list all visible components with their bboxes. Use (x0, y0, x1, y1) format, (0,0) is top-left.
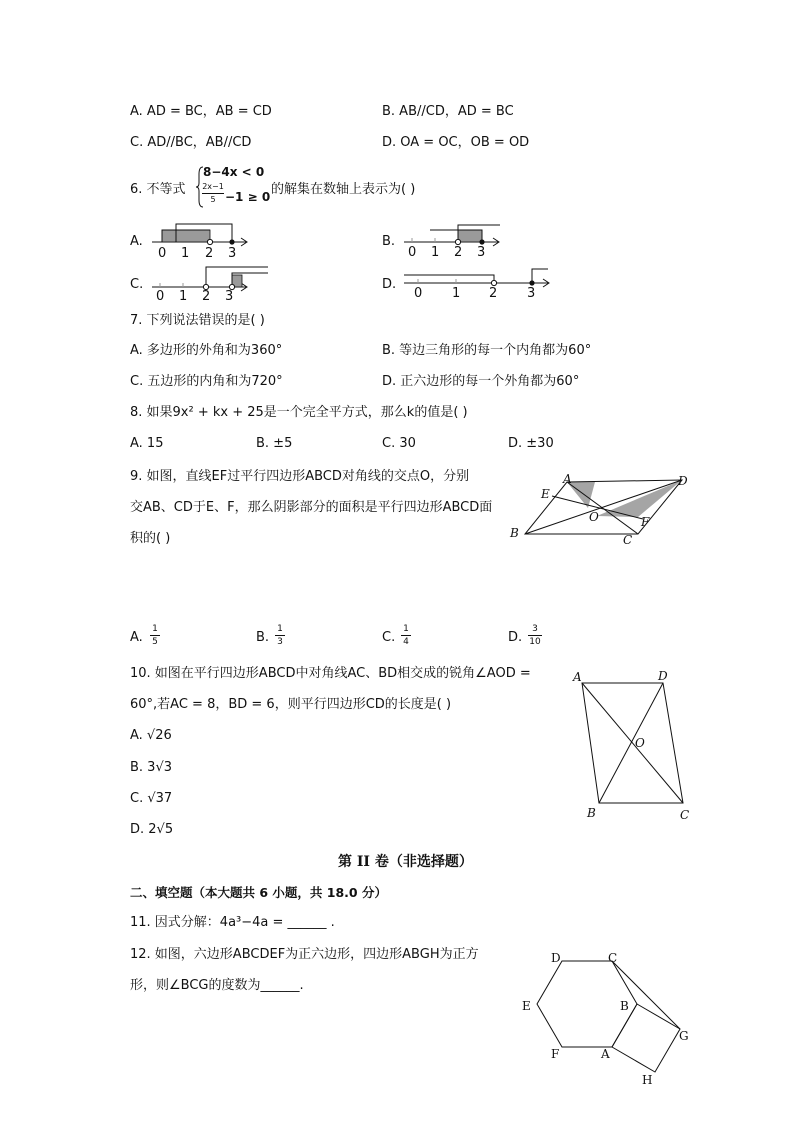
q9-label-d: D (678, 474, 688, 488)
q9-d-numerator: 3 (532, 624, 538, 634)
q6-label-d: D. (382, 277, 397, 292)
q6-d-tick-3: 3 (527, 286, 536, 301)
q6-prefix: 6. 不等式 (130, 182, 186, 197)
q6-label-c: C. (130, 277, 144, 292)
q6-a-tick-3: 3 (228, 246, 237, 261)
q6-b-tick-0: 0 (408, 245, 417, 260)
q9-a-bar (150, 635, 160, 636)
q9-a-denominator: 5 (152, 637, 158, 647)
q9-b-denominator: 3 (277, 637, 283, 647)
q6-d-tick-1: 1 (452, 286, 461, 301)
q7-stem: 7. 下列说法错误的是( ) (130, 313, 265, 328)
q9-c-denominator: 4 (403, 637, 409, 647)
q10-option-a: A. √26 (130, 728, 172, 743)
q12-label-b: B (620, 999, 629, 1013)
q9-parallelogram-figure (505, 468, 695, 548)
q9-stem-line-3: 积的( ) (130, 531, 171, 546)
q9-label-e: E (541, 487, 550, 501)
q9-d-denominator: 10 (529, 637, 541, 647)
q9-d-bar (528, 635, 542, 636)
q12-stem-line-1: 12. 如图，六边形ABCDEF为正六边形，四边形ABGH为正方 (130, 947, 479, 962)
q6-frac-numerator: 2x−1 (202, 182, 224, 191)
q10-label-o: O (635, 736, 645, 750)
q6-c-tick-0: 0 (156, 289, 165, 304)
q6-c-tick-1: 1 (179, 289, 188, 304)
q6-d-tick-2: 2 (489, 286, 498, 301)
q6-suffix: 的解集在数轴上表示为( ) (271, 182, 416, 197)
q12-label-f: F (551, 1047, 560, 1061)
q9-c-numerator: 1 (403, 624, 409, 634)
q6-c-tick-3: 3 (225, 289, 234, 304)
q7-option-b: B. 等边三角形的每一个内角都为60° (382, 343, 592, 358)
q8-option-c: C. 30 (382, 436, 416, 451)
q12-label-a: A (601, 1047, 610, 1061)
q10-stem-line-2: 60°,若AC = 8，BD = 6，则平行四边形CD的长度是( ) (130, 697, 452, 712)
q6-a-tick-0: 0 (158, 246, 167, 261)
q6-inequality-1: 8−4x < 0 (203, 165, 265, 179)
q9-option-a-fraction (150, 624, 160, 647)
q8-option-d: D. ±30 (508, 436, 554, 451)
q5-option-a: A. AD = BC，AB = CD (130, 104, 272, 119)
q6-fraction (202, 182, 224, 205)
q10-option-d: D. 2√5 (130, 822, 174, 837)
section-fill-in-blank-heading: 二、填空题（本大题共 6 小题，共 18.0 分） (130, 885, 387, 900)
q7-option-d: D. 正六边形的每一个外角都为60° (382, 374, 580, 389)
q10-label-c: C (680, 808, 690, 822)
q6-frac-bar (202, 193, 224, 194)
q10-stem-line-1: 10. 如图在平行四边形ABCD中对角线AC、BD相交成的锐角∠AOD = (130, 666, 531, 681)
q9-label-b: B (510, 526, 519, 540)
q10-option-c: C. √37 (130, 791, 173, 806)
q10-label-b: B (587, 806, 596, 820)
q12-label-d: D (551, 951, 561, 965)
q10-option-b: B. 3√3 (130, 760, 173, 775)
q7-option-a: A. 多边形的外角和为360° (130, 343, 283, 358)
q9-option-d-fraction (528, 624, 542, 647)
q12-stem-line-2: 形，则∠BCG的度数为______. (130, 978, 304, 993)
q6-a-tick-2: 2 (205, 246, 214, 261)
q9-label-c: C (623, 533, 633, 547)
q6-b-tick-1: 1 (431, 245, 440, 260)
q9-stem-line-1: 9. 如图，直线EF过平行四边形ABCD对角线的交点O，分别 (130, 469, 470, 484)
q9-a-numerator: 1 (152, 624, 158, 634)
q6-numberline-b (402, 222, 502, 252)
q6-a-tick-1: 1 (181, 246, 190, 261)
q12-label-c: C (608, 951, 618, 965)
q9-option-a-label: A. (130, 630, 143, 645)
q8-stem: 8. 如果9x² + kx + 25是一个完全平方式，那么k的值是( ) (130, 405, 468, 420)
q9-label-a: A (563, 472, 572, 486)
q5-option-c: C. AD//BC，AB//CD (130, 135, 252, 150)
q9-option-d-label: D. (508, 630, 523, 645)
q9-c-bar (401, 635, 411, 636)
q8-option-a: A. 15 (130, 436, 164, 451)
q11-stem: 11. 因式分解：4a³−4a = ______ . (130, 915, 335, 930)
q6-inequality-2-tail: −1 ≥ 0 (225, 190, 271, 204)
q6-label-a: A. (130, 234, 143, 249)
q6-b-tick-3: 3 (477, 245, 486, 260)
q9-option-c-fraction (401, 624, 411, 647)
q9-b-bar (275, 635, 285, 636)
q9-label-o: O (589, 510, 599, 524)
q9-option-c-label: C. (382, 630, 396, 645)
q5-option-b: B. AB//CD，AD = BC (382, 104, 514, 119)
q5-option-d: D. OA = OC，OB = OD (382, 135, 530, 150)
q6-b-tick-2: 2 (454, 245, 463, 260)
q7-option-c: C. 五边形的内角和为720° (130, 374, 283, 389)
q9-stem-line-2: 交AB、CD于E、F，那么阴影部分的面积是平行四边形ABCD面 (130, 500, 493, 515)
q9-b-numerator: 1 (277, 624, 283, 634)
q9-label-f: F (641, 515, 650, 529)
q12-label-g: G (679, 1029, 689, 1043)
q9-option-b-label: B. (256, 630, 270, 645)
q12-label-e: E (522, 999, 531, 1013)
q6-frac-denominator: 5 (210, 195, 216, 204)
q8-option-b: B. ±5 (256, 436, 293, 451)
q6-label-b: B. (382, 234, 396, 249)
q10-label-d: D (658, 669, 668, 683)
q6-d-tick-0: 0 (414, 286, 423, 301)
q9-option-b-fraction (275, 624, 285, 647)
q10-label-a: A (573, 670, 582, 684)
q12-label-h: H (642, 1073, 653, 1087)
part-ii-title: 第 II 卷（非选择题） (338, 854, 473, 870)
q6-c-tick-2: 2 (202, 289, 211, 304)
